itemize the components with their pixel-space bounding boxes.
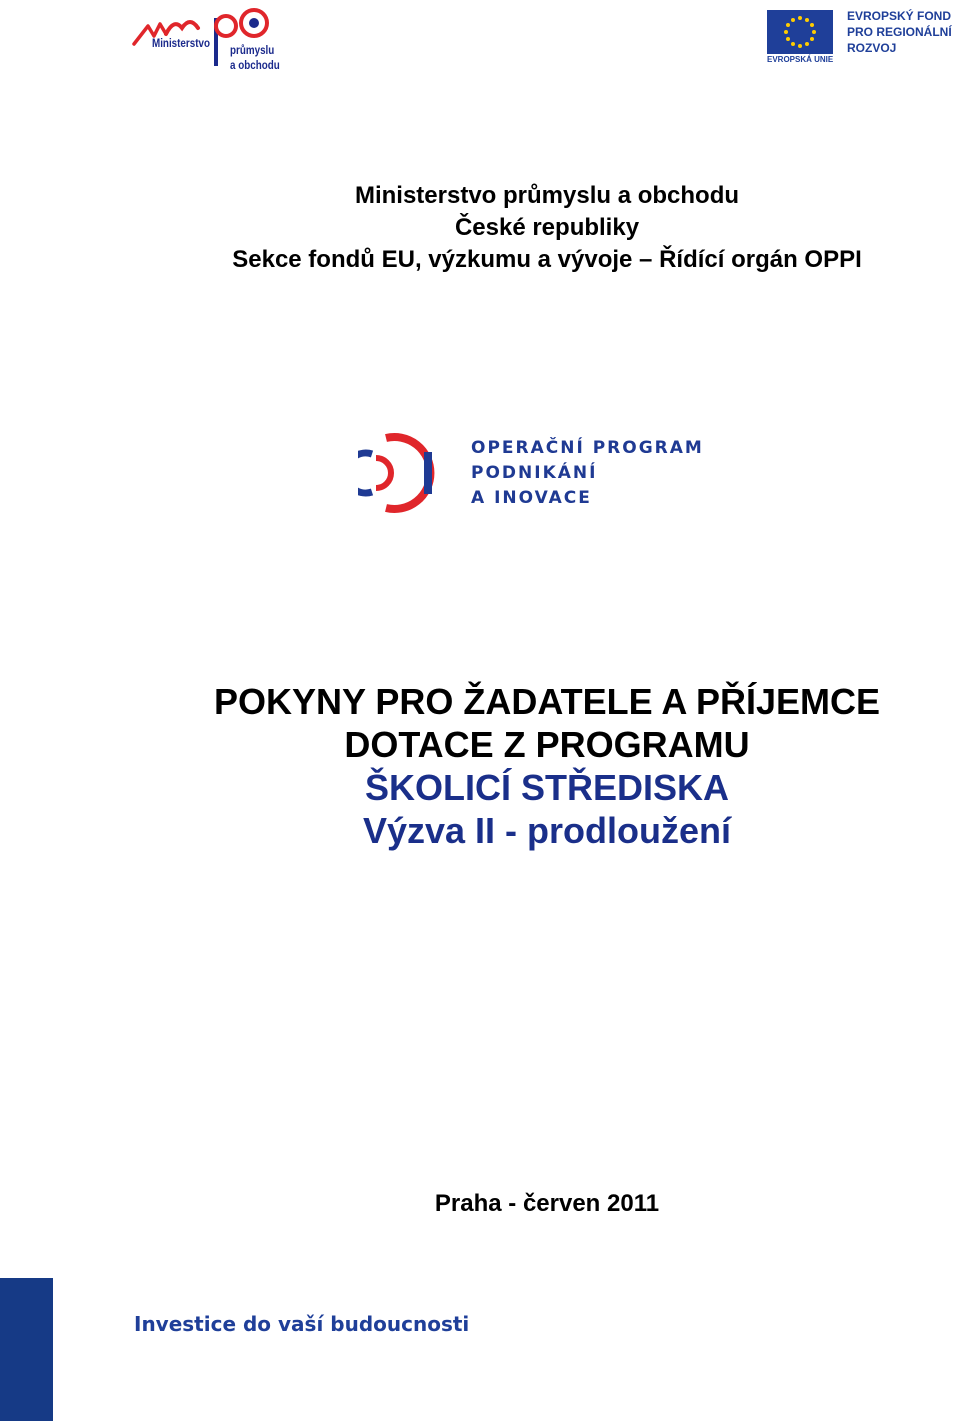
mpo-logo-text-3: a obchodu <box>230 58 280 72</box>
mpo-logo-text-1: Ministerstvo <box>152 36 210 50</box>
title-line-4: Výzva II - prodloužení <box>362 810 732 851</box>
ministry-line-1: Ministerstvo průmyslu a obchodu <box>354 182 740 209</box>
mpo-logo <box>130 6 290 74</box>
ministry-line-2: České republiky <box>454 214 640 241</box>
mpo-logo-text-2: průmyslu <box>230 43 275 57</box>
document-date: Praha - červen 2011 <box>434 1190 660 1217</box>
eu-fund-line-3: ROZVOJ <box>847 41 897 55</box>
footer-slogan: Investice do vaší budoucnosti <box>134 1312 470 1336</box>
ministry-line-3: Sekce fondů EU, výzkumu a vývoje – Řídící orgán OPPI <box>232 246 862 273</box>
oppi-logo-mark <box>358 430 458 516</box>
document-title <box>0 680 960 852</box>
title-line-1: POKYNY PRO ŽADATELE A PŘÍJEMCE <box>213 681 881 722</box>
eu-flag-icon <box>767 10 833 54</box>
eu-fund-line-1: EVROPSKÝ FOND <box>847 9 952 23</box>
title-line-3: ŠKOLICÍ STŘEDISKA <box>364 767 730 808</box>
title-line-2: DOTACE Z PROGRAMU <box>344 724 750 765</box>
eu-union-label: EVROPSKÁ UNIE <box>767 55 834 64</box>
oppi-logo-text <box>471 436 704 511</box>
ministry-header <box>0 180 960 276</box>
oppi-line-1: OPERAČNÍ PROGRAM <box>471 438 704 458</box>
oppi-line-2: PODNIKÁNÍ <box>471 463 598 483</box>
eu-fund-label <box>847 8 952 56</box>
footer-bar <box>0 1278 53 1421</box>
eu-logo <box>765 8 955 66</box>
eu-fund-line-2: PRO REGIONÁLNÍ <box>847 25 952 39</box>
oppi-line-3: A INOVACE <box>471 488 592 508</box>
oppi-logo <box>358 430 738 516</box>
